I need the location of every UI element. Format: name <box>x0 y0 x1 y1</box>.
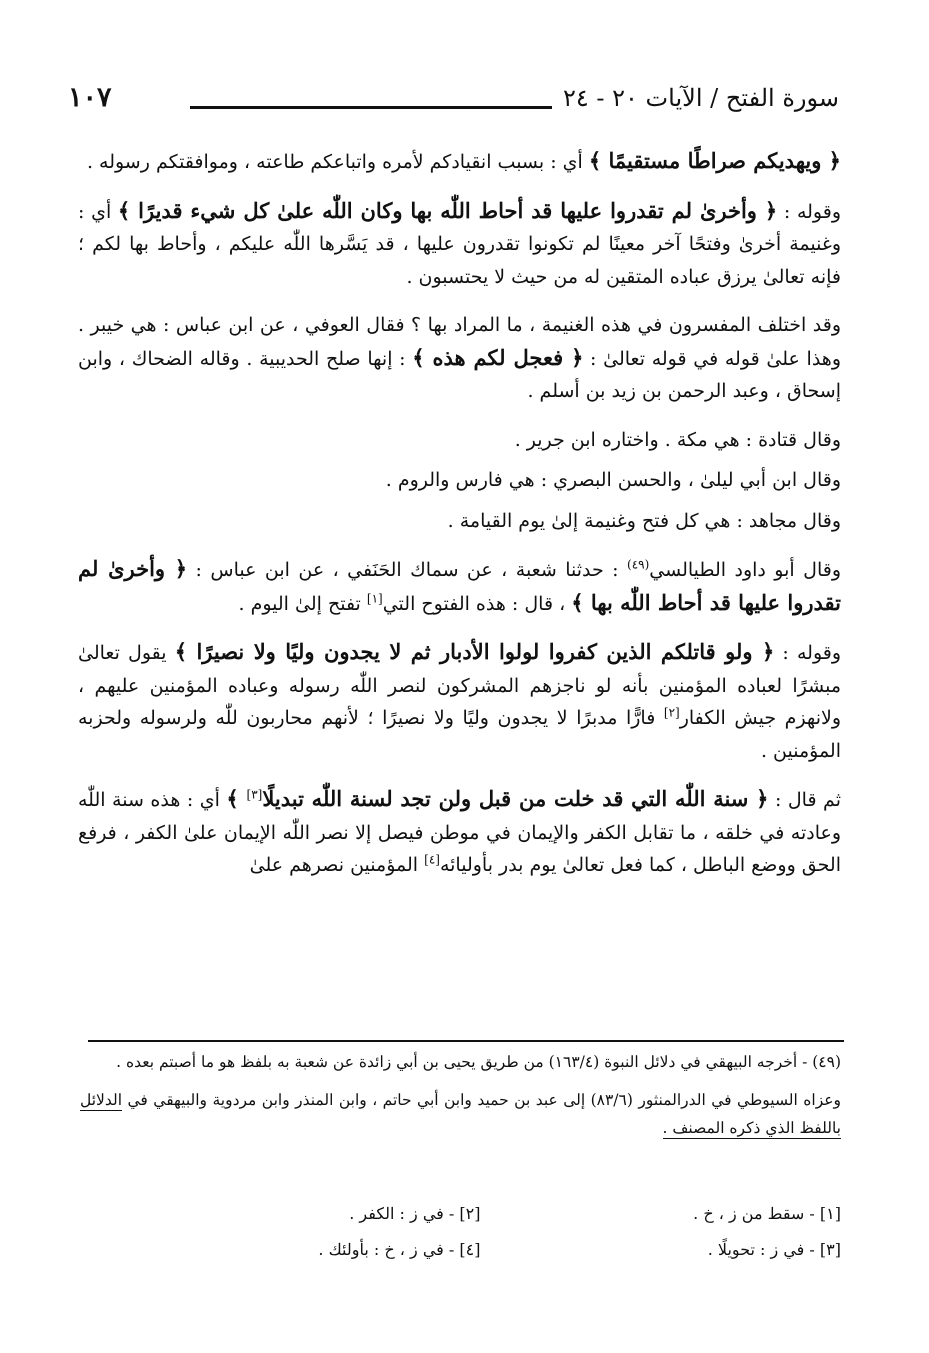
paragraph-text: وقال مجاهد : هي كل فتح وغنيمة إلىٰ يوم القيامة . <box>447 509 841 532</box>
paragraph-text: أي : وغنيمة أخرىٰ وفتحًا آخر معينًا لم تكونوا تقدرون عليها ، قد يَسَّرها اللّٰه عليكم ، وأحاط بها لكم ؛ فإنه تعالىٰ يرزق عباده المتقين له من حيث لا يحتسبون . <box>78 200 841 288</box>
variant-note-1: [١] - سقط من ز ، خ . <box>693 1204 841 1223</box>
main-text <box>78 145 841 898</box>
paragraph <box>78 145 841 179</box>
variant-row <box>120 1196 841 1232</box>
footnote-reference: [٣] <box>246 787 263 802</box>
quran-verse: ﴿ وأخرىٰ لم تقدروا عليها قد أحاط اللّٰه بها وكان اللّٰه علىٰ كل شيء قديرًا ﴾ <box>117 197 778 223</box>
footnote-49-continued <box>80 1086 841 1142</box>
footnote-reference: [٢] <box>663 705 680 720</box>
footnotes <box>80 1048 841 1152</box>
paragraph-text: أي : بسبب انقيادكم لأمره واتباعكم طاعته ، وموافقتكم رسوله . <box>86 151 589 173</box>
paragraph-text: ، قال : هذه الفتوح التي <box>382 592 572 615</box>
paragraph <box>78 195 841 294</box>
paragraph-text: وقوله : <box>777 200 841 223</box>
header-rule <box>190 106 552 109</box>
paragraph-text: أي : هذه سنة اللّٰه وعادته في خلقه ، ما تقابل الكفر والإيمان في موطن فيصل إلا نصر اللّٰه الإيمان علىٰ الكفر ، فرفع الحق ووضع الباطل ، كما فعل تعالىٰ يوم بدر بأوليائه <box>78 789 841 876</box>
running-title: سورة الفتح / الآيات ٢٠ - ٢٤ <box>562 84 839 112</box>
paragraph-text: يقول تعالىٰ مبشرًا لعباده المؤمنين بأنه لو ناجزهم المشركون لنصر اللّٰه رسوله وعباده المؤمنين عليهم ، ولانهزم جيش الكفار <box>78 642 841 729</box>
paragraph <box>78 424 841 457</box>
quran-verse: ﴿ ولو قاتلكم الذين كفروا لولوا الأدبار ثم لا يجدون وليًا ولا نصيرًا ﴾ <box>174 639 775 664</box>
paragraph-text: ثم قال : <box>768 789 841 811</box>
quran-verse: ﴾ <box>226 786 247 811</box>
paragraph-text: وقد اختلف المفسرون في هذه الغنيمة ، ما المراد بها ؟ فقال العوفي ، عن ابن عباس : هي خيبر . وهذا علىٰ قوله في قوله تعالىٰ : <box>78 314 841 370</box>
variant-row <box>120 1232 841 1268</box>
variant-note-4: [٤] - في ز ، خ : بأولئك . <box>318 1240 481 1259</box>
page-number: ١٠٧ <box>68 82 112 113</box>
paragraph-text: وقال أبو داود الطيالسي <box>649 559 841 581</box>
paragraph-text: تفتح إلىٰ اليوم . <box>238 592 367 615</box>
paragraph-text: : إنها صلح الحديبية . وقاله الضحاك ، وابن إسحاق ، وعبد الرحمن بن زيد بن أسلم . <box>78 347 841 402</box>
paragraph <box>78 783 841 882</box>
paragraph <box>78 636 841 767</box>
footnote-separator <box>88 1040 844 1042</box>
variant-note-2: [٢] - في ز : الكفر . <box>349 1204 481 1223</box>
variant-notes <box>120 1196 841 1268</box>
paragraph-text: وقوله : <box>774 642 842 664</box>
quran-verse: ﴿ فعجل لكم هذه ﴾ <box>412 344 584 370</box>
footnote-49-underlined-text: الدلائل باللفظ الذي ذكره المصنف . <box>80 1091 841 1137</box>
paragraph <box>78 505 841 538</box>
footnote-reference: [٤] <box>424 852 440 867</box>
paragraph-text: : حدثنا شعبة ، عن سماك الحَنَفي ، عن ابن عباس : <box>187 559 628 581</box>
footnote-reference: [١] <box>366 591 383 606</box>
paragraph <box>78 553 841 620</box>
paragraph <box>78 464 841 497</box>
variant-note-3: [٣] - في ز : تحويلًا . <box>707 1240 841 1259</box>
footnote-49: (٤٩) - أخرجه البيهقي في دلائل النبوة (١٦٣/٤) من طريق يحيى بن أبي زائدة عن شعبة به بلفظ هو ما أصبتم بعده . <box>116 1053 841 1071</box>
paragraph-text: وقال قتادة : هي مكة . واختاره ابن جرير . <box>514 428 841 451</box>
page-header <box>68 78 839 118</box>
paragraph <box>78 309 841 408</box>
footnote-reference: (٤٩) <box>627 557 650 572</box>
quran-verse: ﴿ ويهديكم صراطًا مستقيمًا ﴾ <box>588 148 841 173</box>
quran-verse: ﴿ وأخرىٰ لم تقدروا عليها قد أحاط اللّٰه بها ﴾ <box>78 556 841 615</box>
paragraph-text: فارًّا مدبرًا لا يجدون وليًا ولا نصيرًا ؛ لأنهم محاربون للّٰه ولرسوله ولحزبه المؤمنين . <box>78 707 841 762</box>
paragraph-text: المؤمنين نصرهم علىٰ <box>249 854 425 876</box>
footnote-49-continued-text: وعزاه السيوطي في الدرالمنثور (٨٣/٦) إلى عبد بن حميد وابن أبي حاتم ، وابن المنذر وابن مردوية والبيهقي في <box>122 1091 841 1109</box>
paragraph-text: وقال ابن أبي ليلىٰ ، والحسن البصري : هي فارس والروم . <box>385 469 841 491</box>
quran-verse: ﴿ سنة اللّٰه التي قد خلت من قبل ولن تجد لسنة اللّٰه تبديلًا <box>262 786 769 811</box>
